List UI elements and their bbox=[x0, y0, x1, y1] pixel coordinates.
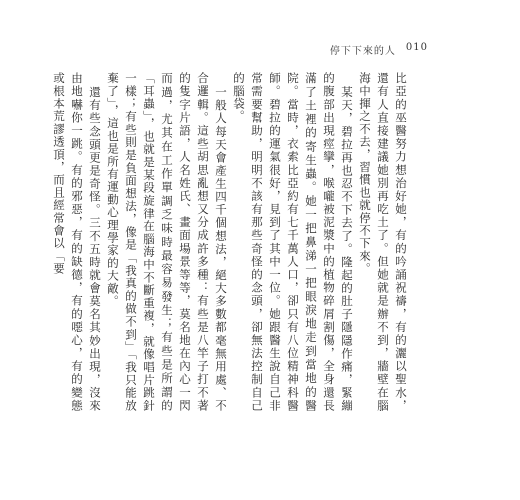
paragraph: 還有些念頭更是奇怪。三不五時就會莫名其妙出現，沒來由地嚇你一跳。有的邪惡，有的缺德，有的噁心，有的變態或根本荒謬透頂，而且經常會以「要 bbox=[52, 72, 102, 412]
body-text bbox=[52, 72, 410, 412]
paragraph: 一般人每天會產生四千個想法，絕大多數都毫無用處、不合邏輯。這些胡思亂想又分成許多種：有些是八竿子打不著的隻字片語，人名姓氏、畫面場景等等，莫名地在內心一閃而過，尤其在工作單調乏味時最容易發生；有些是所謂的「耳蟲」，也就是某段旋律在腦海中不斷重複，就像唱片跳針一樣；有些則是負面想法，像是「我真的做不到」「我只能放棄了」，這也是所有運動心理學家的大敵。 bbox=[106, 72, 228, 412]
page-number: 010 bbox=[405, 42, 428, 53]
paragraph: 比亞的巫醫努力想治好她，有的吟誦祝禱，有的灑以聖水，還有人直接建議她別再吃土了。但她就是辦不到，牆壁在腦海中揮之不去，習慣也就停不下來。 bbox=[358, 72, 408, 412]
paragraph: 某天，碧拉再也忍不下去了。隆起的肚子隱隱作痛，緊繃的腹部出現痙攣，喉嚨被泥漿中的植物碎屑割傷，全身還長滿了土裡的寄生蟲。她一把鼻涕一把眼淚地走到當地的醫院。當時，衣索比亞約有七千萬人口，卻只有八位精神科醫師。碧拉的運氣很好，見到了其中一位。她跟醫生說自己非常需要幫助，明明不該有那些奇怪的念頭，卻無法控制自己的腦袋。 bbox=[232, 72, 354, 412]
header-title: 停下下來的人 bbox=[329, 46, 396, 57]
running-header bbox=[330, 42, 428, 57]
